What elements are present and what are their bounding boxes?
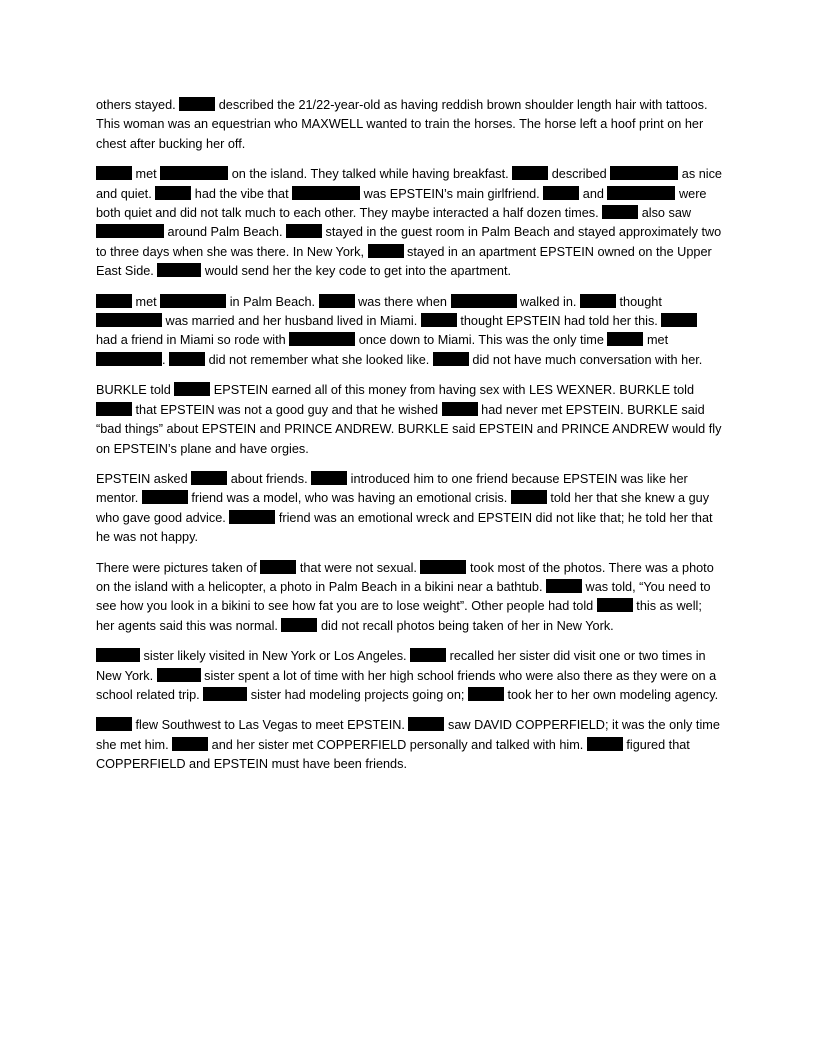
redaction-box	[203, 687, 247, 701]
text-run: EPSTEIN earned all of this money from having sex with LES WEXNER. BURKLE told	[210, 383, 695, 398]
text-run: had the vibe that	[191, 186, 293, 201]
redaction-box	[512, 166, 548, 180]
redaction-box	[408, 717, 444, 731]
text-run: .	[162, 352, 170, 367]
redaction-box	[286, 224, 322, 238]
text-run: on the island. They talked while having breakfast.	[228, 167, 513, 182]
redaction-box	[607, 186, 675, 200]
text-run: sister spent a lot of time with her high school friends who were also there as they were on a school related trip.	[96, 668, 717, 702]
text-run: did not remember what she looked like.	[205, 352, 433, 367]
redaction-box	[96, 648, 140, 662]
redaction-box	[602, 205, 638, 219]
text-run: this as well; her agents said this was normal.	[96, 599, 702, 633]
redaction-box	[420, 560, 466, 574]
redaction-box	[468, 687, 504, 701]
text-run: met	[643, 333, 669, 348]
redaction-box	[157, 263, 201, 277]
redaction-box	[451, 294, 517, 308]
text-run: that were not sexual.	[296, 560, 421, 575]
redaction-box	[260, 560, 296, 574]
document-body	[96, 96, 722, 786]
text-run: around Palm Beach.	[164, 225, 287, 240]
redaction-box	[292, 186, 360, 200]
text-run: would send her the key code to get into the apartment.	[201, 264, 511, 279]
text-run: was married and her husband lived in Miami.	[162, 314, 421, 329]
redaction-box	[442, 402, 478, 416]
text-run: introduced him to one friend because EPSTEIN was like her mentor.	[96, 471, 688, 506]
paragraph	[96, 165, 722, 281]
redaction-box	[319, 294, 355, 308]
text-run: were both quiet and did not talk much to each other. They maybe interacted a half dozen times.	[96, 186, 707, 221]
text-run: thought EPSTEIN had told her this.	[456, 314, 662, 329]
paragraph	[96, 381, 722, 459]
redaction-box	[169, 352, 205, 366]
text-run: met	[132, 294, 161, 309]
paragraph	[96, 559, 722, 637]
redaction-box	[142, 490, 188, 504]
redaction-box	[410, 648, 446, 662]
text-run: flew Southwest to Las Vegas to meet EPSTEIN.	[132, 718, 409, 733]
redaction-box	[157, 668, 201, 682]
text-run: BURKLE told	[96, 383, 175, 398]
text-run: walked in.	[516, 294, 580, 309]
redaction-box	[96, 717, 132, 731]
redaction-box	[96, 313, 162, 327]
text-run: sister likely visited in New York or Los Angeles.	[140, 649, 411, 664]
paragraph	[96, 470, 722, 548]
paragraph	[96, 716, 722, 774]
text-run: There were pictures taken of	[96, 560, 261, 575]
redaction-box	[580, 294, 616, 308]
text-run: stayed in an apartment EPSTEIN owned on the Upper East Side.	[96, 244, 712, 279]
paragraph	[96, 96, 722, 154]
redaction-box	[289, 332, 355, 346]
text-run: had never met EPSTEIN. BURKLE said “bad things” about EPSTEIN and PRINCE ANDREW. BURKLE said EPSTEIN and PRINCE ANDREW would fly on EPSTEIN’s plane and have orgies.	[96, 402, 722, 456]
redaction-box	[543, 186, 579, 200]
paragraph	[96, 293, 722, 371]
text-run: that EPSTEIN was not a good guy and that he wished	[132, 402, 442, 417]
text-run: friend was an emotional wreck and EPSTEIN did not like that; he told her that he was not happy.	[96, 510, 713, 545]
text-run: in Palm Beach.	[226, 294, 319, 309]
redaction-box	[179, 97, 215, 111]
text-run: did not recall photos being taken of her in New York.	[317, 618, 614, 633]
text-run: stayed in the guest room in Palm Beach and stayed approximately two to three days when she was there. In New York,	[96, 225, 722, 259]
text-run: took most of the photos. There was a photo on the island with a helicopter, a photo in Palm Beach in a bikini near a bathtub.	[96, 560, 714, 594]
redaction-box	[96, 224, 164, 238]
redaction-box	[155, 186, 191, 200]
redaction-box	[597, 598, 633, 612]
redaction-box	[546, 579, 582, 593]
text-run: EPSTEIN asked	[96, 471, 192, 486]
redaction-box	[172, 737, 208, 751]
redaction-box	[174, 382, 210, 396]
text-run: and	[579, 186, 608, 201]
redaction-box	[610, 166, 678, 180]
text-run: also saw	[638, 206, 692, 221]
redaction-box	[160, 294, 226, 308]
text-run: sister had modeling projects going on;	[247, 687, 468, 702]
redaction-box	[281, 618, 317, 632]
text-run: had a friend in Miami so rode with	[96, 333, 290, 348]
redaction-box	[96, 166, 132, 180]
redaction-box	[96, 402, 132, 416]
redaction-box	[661, 313, 697, 327]
text-run: took her to her own modeling agency.	[503, 687, 719, 702]
text-run: thought	[615, 294, 662, 309]
text-run: others stayed.	[96, 98, 180, 112]
text-run: about friends.	[227, 471, 312, 486]
paragraph	[96, 647, 722, 705]
text-run: figured that COPPERFIELD and EPSTEIN must have been friends.	[96, 737, 690, 772]
text-run: was there when	[354, 294, 451, 309]
redaction-box	[311, 471, 347, 485]
text-run: once down to Miami. This was the only time	[355, 333, 608, 348]
redaction-box	[607, 332, 643, 346]
redaction-box	[160, 166, 228, 180]
text-run: described	[548, 167, 611, 182]
redaction-box	[587, 737, 623, 751]
redaction-box	[433, 352, 469, 366]
text-run: friend was a model, who was having an emotional crisis.	[187, 491, 511, 506]
text-run: told her that she knew a guy who gave good advice.	[96, 491, 710, 525]
redaction-box	[421, 313, 457, 327]
redaction-box	[96, 352, 162, 366]
redaction-box	[191, 471, 227, 485]
text-run: met	[132, 167, 161, 182]
text-run: and her sister met COPPERFIELD personally and talked with him.	[208, 737, 587, 752]
text-run: was told, “You need to see how you look in a bikini to see how fat you are to lose weight”. Other people had told	[96, 579, 711, 614]
text-run: recalled her sister did visit one or two times in New York.	[96, 649, 706, 683]
redaction-box	[511, 490, 547, 504]
text-run: did not have much conversation with her.	[468, 352, 703, 367]
redaction-box	[96, 294, 132, 308]
redaction-box	[368, 244, 404, 258]
text-run: described the 21/22-year-old as having reddish brown shoulder length hair with tattoos. This woman was an equestrian who MAXWELL wanted to train the horses. The horse left a hoof print on her chest after bucking her off.	[96, 98, 708, 151]
redaction-box	[229, 510, 275, 524]
text-run: as nice and quiet.	[96, 167, 722, 201]
text-run: was EPSTEIN’s main girlfriend.	[360, 186, 544, 201]
text-run: saw DAVID COPPERFIELD; it was the only time she met him.	[96, 718, 720, 752]
